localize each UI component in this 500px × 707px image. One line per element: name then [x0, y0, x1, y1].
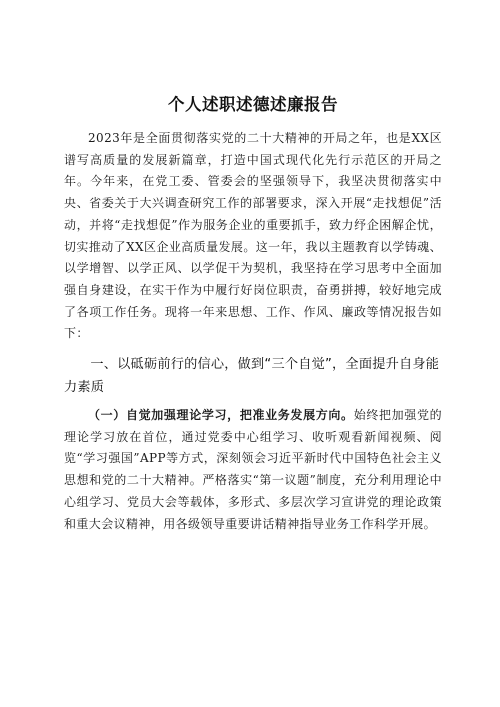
document-page	[64, 92, 442, 535]
subsection-label-1: （一）自觉加强理论学习，把准业务发展方向。	[88, 408, 354, 423]
document-title: 个人述职述德述廉报告	[168, 95, 338, 114]
section-heading-1: 一、以砥砺前行的信心，做到“三个自觉”，全面提升自身能力素质	[64, 357, 440, 396]
subsection-body-1: 始终把加强党的理论学习放在首位，通过党委中心组学习、收听观看新闻视频、阅览“学习强国”APP等方式，深刻领会习近平新时代中国特色社会主义思想和党的二十大精神。严格落实“第一议题”制度，充分利用理论中心组学习、党员大会等载体，多形式、多层次学习宣讲党的理论政策和重大会议精神，用各级领导重要讲话精神指导业务工作科学开展。	[64, 408, 442, 531]
subsection-paragraph-1	[64, 405, 442, 535]
intro-paragraph: 2023年是全面贯彻落实党的二十大精神的开局之年，也是XX区谱写高质量的发展新篇章，打造中国式现代化先行示范区的开局之年。今年来，在党工委、管委会的坚强领导下，我坚决贯彻落实中央、省委关于大兴调查研究工作的部署要求，深入开展“走找想促”活动，并将“走找想促”作为服务企业的重要抓手，致力纾企困解企忧，切实推动了XX区企业高质量发展。这一年，我以主题教育以学铸魂、以学增智、以学正风、以学促干为契机，我坚持在学习思考中全面加强自身建设，在实干作为中履行好岗位职责，奋勇拼搏，较好地完成了各项工作任务。现将一年来思想、工作、作风、廉政等情况报告如下：	[64, 131, 442, 341]
